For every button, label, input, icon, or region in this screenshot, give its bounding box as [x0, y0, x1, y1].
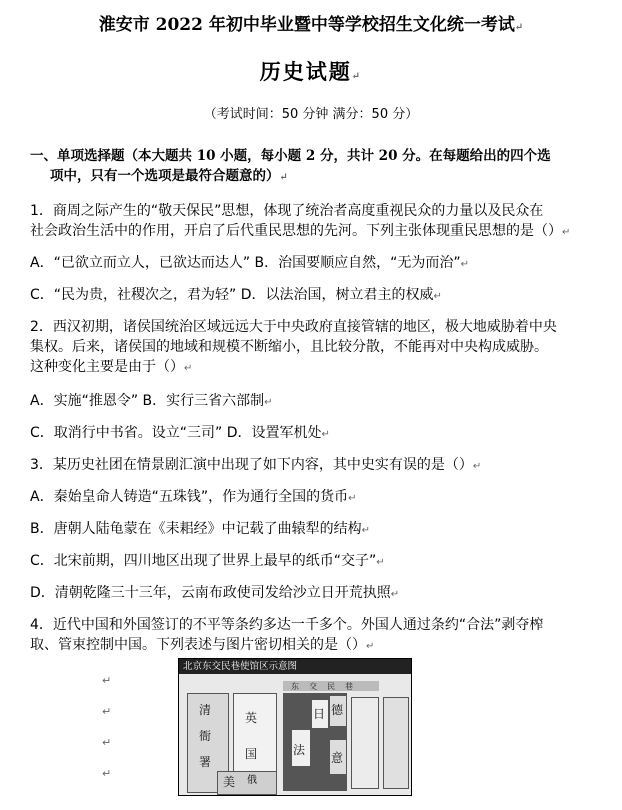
q3-option-a: A．秦始皇命人铸造“五珠钱”，作为通行全国的货币↵	[30, 489, 357, 505]
q2-options-cd: C．取消行中书省。设立“三司” D．设置军机处↵	[30, 425, 330, 441]
map-label: 署	[199, 755, 212, 769]
exam-title: 淮安市 2022 年初中毕业暨中等学校招生文化统一考试↵	[98, 15, 524, 35]
q3-option-d: D．清朝乾隆三十三年，云南布政使司发给沙立日开荒执照↵	[30, 585, 400, 601]
map-label: 衙	[199, 729, 212, 743]
map-title: 北京东交民巷使馆区示意图	[179, 659, 411, 674]
map-label: 俄	[247, 775, 257, 786]
q2-stem-line2: 集权。后来，诸侯国的地域和规模不断缩小，且比较分散，不能再对中央构成威胁。	[30, 339, 548, 355]
map-street-label: 民	[327, 682, 335, 691]
map-label: 国	[245, 747, 258, 761]
q1-stem-line1: 1．商周之际产生的“敬天保民”思想，体现了统治者高度重视民众的力量以及民众在	[30, 203, 544, 219]
q2-options-ab: A．实施“推恩令” B．实行三省六部制↵	[30, 393, 273, 409]
map-street-label: 东	[291, 682, 299, 691]
q3-option-b: B．唐朝人陆龟蒙在《耒耜经》中记载了曲辕犁的结构↵	[30, 521, 370, 537]
map-block-east	[351, 697, 379, 789]
map-label: 英	[245, 711, 258, 725]
map-label: 意	[331, 751, 344, 765]
map-street-label: 交	[309, 682, 317, 691]
exam-info: （考试时间：50 分钟 满分：50 分）	[203, 107, 419, 122]
map-street-label: 巷	[345, 682, 353, 691]
map-block-far-east	[383, 697, 409, 789]
q2-stem-line3: 这种变化主要是由于（）↵	[30, 359, 193, 375]
paragraph-mark: ↵	[102, 767, 112, 780]
section-heading-line1: 一、单项选择题（本大题共 10 小题，每小题 2 分，共计 20 分。在每题给出的四个选	[30, 148, 551, 164]
paragraph-mark: ↵	[102, 705, 112, 718]
q1-options-cd: C．“民为贵，社稷次之，君为轻” D．以法治国，树立君主的权威↵	[30, 287, 442, 303]
map-label: 美	[223, 775, 236, 789]
paragraph-mark: ↵	[102, 674, 112, 687]
paragraph-mark: ↵	[102, 736, 112, 749]
q2-stem-line1: 2．西汉初期，诸侯国统治区域远远大于中央政府直接管辖的地区，极大地威胁着中央	[30, 319, 557, 335]
map-label: 清	[199, 703, 212, 717]
map-label: 法	[293, 743, 306, 757]
subject-title: 历史试题↵	[259, 59, 363, 84]
legation-quarter-map	[178, 658, 412, 796]
section-heading-line2: 项中，只有一个选项是最符合题意的）↵	[50, 168, 288, 184]
q4-stem-line2: 取、管束控制中国。下列表述与图片密切相关的是（）↵	[30, 637, 375, 653]
map-label: 德	[331, 703, 344, 717]
q3-stem: 3．某历史社团在情景剧汇演中出现了如下内容，其中史实有误的是（）↵	[30, 457, 482, 473]
q4-stem-line1: 4．近代中国和外国签订的不平等条约多达一千多个。外国人通过条约“合法”剥夺榨	[30, 617, 544, 633]
q3-option-c: C．北宋前期，四川地区出现了世界上最早的纸币“交子”↵	[30, 553, 385, 569]
q1-stem-line2: 社会政治生活中的作用，开启了后代重民思想的先河。下列主张体现重民思想的是（）↵	[30, 223, 571, 239]
q1-options-ab: A．“已欲立而立人，已欲达而达人” B．治国要顺应自然，“无为而治”↵	[30, 255, 470, 271]
map-label: 日	[313, 707, 326, 721]
map-block-british	[233, 693, 277, 779]
